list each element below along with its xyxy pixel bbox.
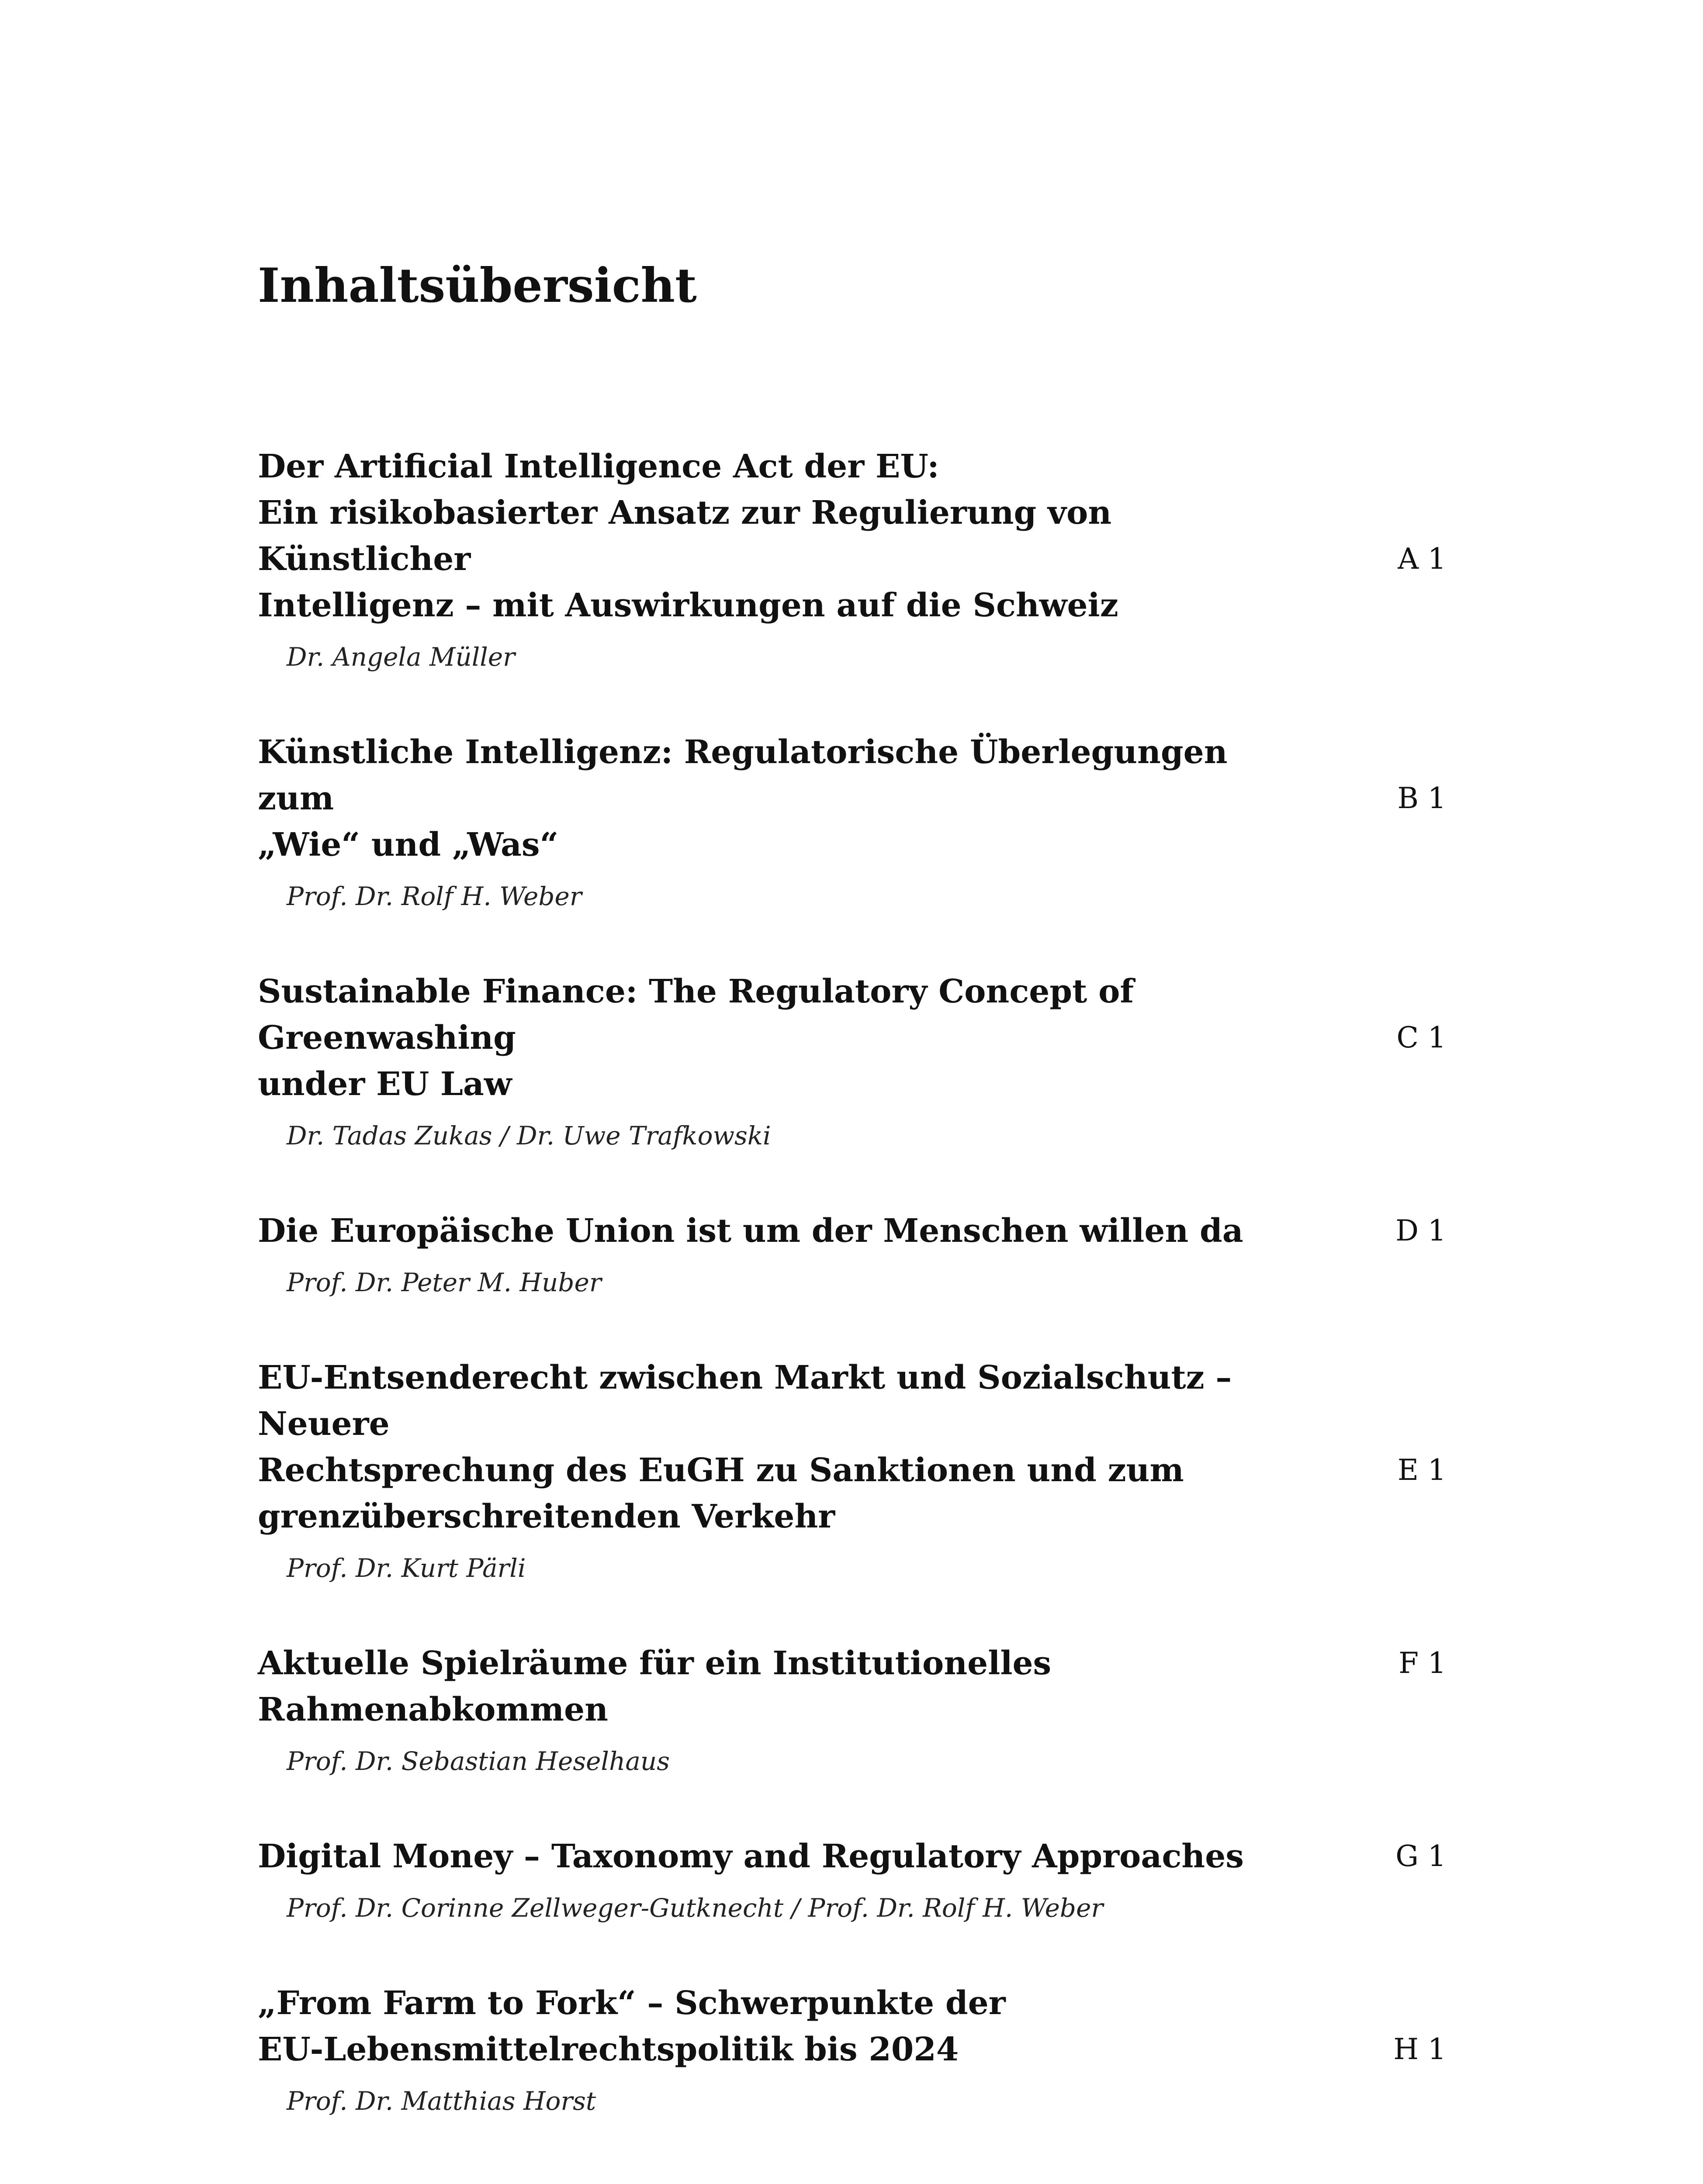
entry-page-ref: E 1 [1397,1453,1446,1487]
page-title: Inhaltsübersicht [258,258,697,313]
entry-authors: Prof. Dr. Matthias Horst [287,2086,596,2116]
entry-title: Die Europäische Union ist um der Menschen willen da [258,1212,1243,1250]
entry-title: EU-Entsenderecht zwischen Markt und Sozialschutz – Neuere Rechtsprechung des EuGH zu Sanktionen und zum grenzüberschreitenden Verkehr [258,1359,1232,1535]
entry-authors: Prof. Dr. Peter M. Huber [287,1268,602,1297]
entry-title: Der Artificial Intelligence Act der EU: Ein risikobasierter Ansatz zur Regulierung von Künstlicher Intelligenz – mit Auswirkungen auf die Schweiz [258,448,1118,624]
entry-authors: Dr. Angela Müller [287,642,515,672]
entry-title: Künstliche Intelligenz: Regulatorische Überlegungen zum „Wie“ und „Was“ [258,733,1228,864]
toc-entry [258,1833,1446,1928]
entry-authors: Prof. Dr. Sebastian Heselhaus [287,1746,670,1776]
entry-authors: Prof. Dr. Corinne Zellweger-Gutknecht / Prof. Dr. Rolf H. Weber [287,1893,1104,1923]
entry-page-ref: A 1 [1398,542,1446,576]
entry-title: Aktuelle Spielräume für ein Institutionelles Rahmenabkommen [258,1645,1052,1728]
entry-title: „From Farm to Fork“ – Schwerpunkte der EU-Lebensmittelrechtspolitik bis 2024 [258,1984,1006,2068]
toc-entry [258,729,1446,916]
entry-page-ref: F 1 [1398,1646,1446,1680]
entry-page-ref: B 1 [1397,781,1446,815]
toc-entry [258,443,1446,677]
entry-authors: Prof. Dr. Kurt Pärli [287,1553,526,1583]
entry-authors: Dr. Tadas Zukas / Dr. Uwe Trafkowski [287,1121,771,1151]
toc-entry [258,1640,1446,1781]
entry-page-ref: H 1 [1393,2032,1446,2066]
entry-page-ref: D 1 [1395,1214,1446,1248]
toc-entry [258,1355,1446,1588]
toc-entry [258,1980,1446,2121]
toc-entry [258,968,1446,1155]
toc-entry [258,1208,1446,1302]
table-of-contents [258,443,1446,2173]
entry-page-ref: C 1 [1396,1021,1446,1054]
entry-title: Digital Money – Taxonomy and Regulatory Approaches [258,1838,1244,1875]
entry-title: Sustainable Finance: The Regulatory Concept of Greenwashing under EU Law [258,973,1134,1103]
entry-authors: Prof. Dr. Rolf H. Weber [287,881,582,911]
entry-page-ref: G 1 [1395,1839,1446,1873]
